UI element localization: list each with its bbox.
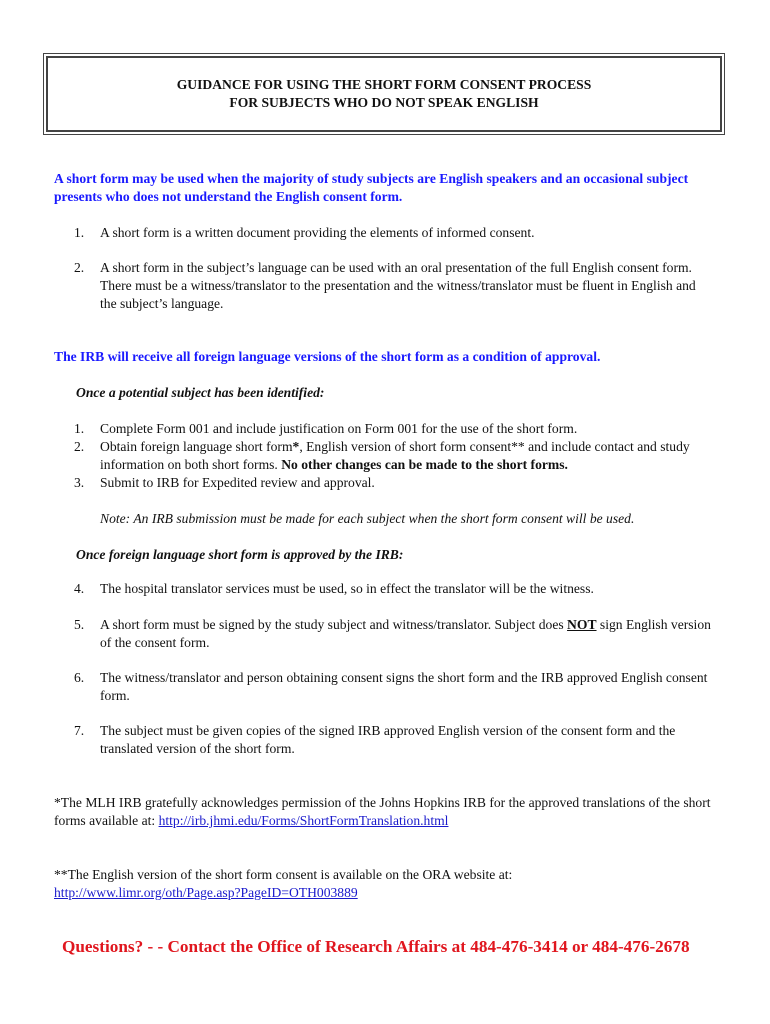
- title-line-2: FOR SUBJECTS WHO DO NOT SPEAK ENGLISH: [229, 95, 539, 110]
- translation-link[interactable]: http://irb.jhmi.edu/Forms/ShortFormTranslation.html: [158, 813, 449, 828]
- list-text: The hospital translator services must be used, so in effect the translator will be the witness.: [100, 581, 594, 596]
- footnote-text: *The MLH IRB gratefully acknowledges permission of the Johns Hopkins IRB for the approved translations of the short forms available at:: [54, 795, 711, 828]
- list-item: [74, 580, 714, 598]
- list-item: [74, 722, 714, 758]
- list-text: Submit to IRB for Expedited review and approval.: [100, 475, 375, 490]
- footnote-ora: [54, 866, 724, 902]
- asterisk-mark: *: [292, 439, 300, 454]
- no-changes-emphasis: No other changes can be made to the short forms.: [281, 457, 568, 472]
- identified-heading: Once a potential subject has been identified:: [76, 385, 325, 400]
- list-number: 6.: [74, 670, 85, 685]
- list-number: 7.: [74, 723, 85, 738]
- approved-heading: Once foreign language short form is approved by the IRB:: [76, 547, 404, 562]
- list-text: The witness/translator and person obtaining consent signs the short form and the IRB approved English consent form.: [100, 670, 708, 703]
- list-item: [74, 616, 714, 652]
- title-box: [46, 56, 722, 132]
- list-text: Complete Form 001 and include justification on Form 001 for the use of the short form.: [100, 421, 578, 436]
- list-text-part: Obtain foreign language short form: [100, 439, 293, 454]
- irb-statement: The IRB will receive all foreign language versions of the short form as a condition of approval.: [54, 349, 601, 364]
- ora-link[interactable]: http://www.limr.org/oth/Page.asp?PageID=OTH003889: [54, 885, 358, 900]
- list-text: [100, 438, 714, 474]
- list-text-part: , English version of short form consent** and include contact and study information on both short forms.: [100, 439, 690, 472]
- list-number: 2.: [74, 260, 85, 275]
- submission-note: Note: An IRB submission must be made for each subject when the short form consent will be used.: [100, 511, 635, 526]
- intro-statement: A short form may be used when the majority of study subjects are English speakers and an occasional subject presents who does not understand the English consent form.: [54, 171, 689, 204]
- footnote-hopkins: [54, 794, 724, 830]
- list-item: [74, 259, 714, 313]
- not-emphasis: NOT: [567, 617, 597, 632]
- list-number: 3.: [74, 475, 85, 490]
- footnote-text: **The English version of the short form consent is available on the ORA website at:: [54, 867, 513, 882]
- list-text-part: sign English version of the consent form.: [100, 617, 711, 650]
- list-number: 5.: [74, 617, 85, 632]
- list-text: [100, 616, 714, 652]
- list-item: [74, 474, 714, 492]
- list-text: The subject must be given copies of the signed IRB approved English version of the consent form and the translated version of the short form.: [100, 723, 676, 756]
- list-number: 4.: [74, 581, 85, 596]
- list-item: [74, 224, 714, 242]
- list-text: A short form in the subject’s language can be used with an oral presentation of the full English consent form. There must be a witness/translator to the presentation and the witness/translator must be fluent in English and the subject’s language.: [100, 260, 696, 311]
- list-number: 1.: [74, 225, 85, 240]
- list-item: [74, 420, 714, 438]
- list-item: [74, 438, 714, 474]
- list-item: [74, 669, 714, 705]
- list-text-part: A short form must be signed by the study subject and witness/translator. Subject does: [100, 617, 568, 632]
- list-number: 2.: [74, 439, 85, 454]
- list-number: 1.: [74, 421, 85, 436]
- contact-footer: Questions? - - Contact the Office of Research Affairs at 484-476-3414 or 484-476-2678: [62, 937, 690, 956]
- title-line-1: GUIDANCE FOR USING THE SHORT FORM CONSENT PROCESS: [176, 77, 592, 92]
- list-text: A short form is a written document providing the elements of informed consent.: [100, 225, 535, 240]
